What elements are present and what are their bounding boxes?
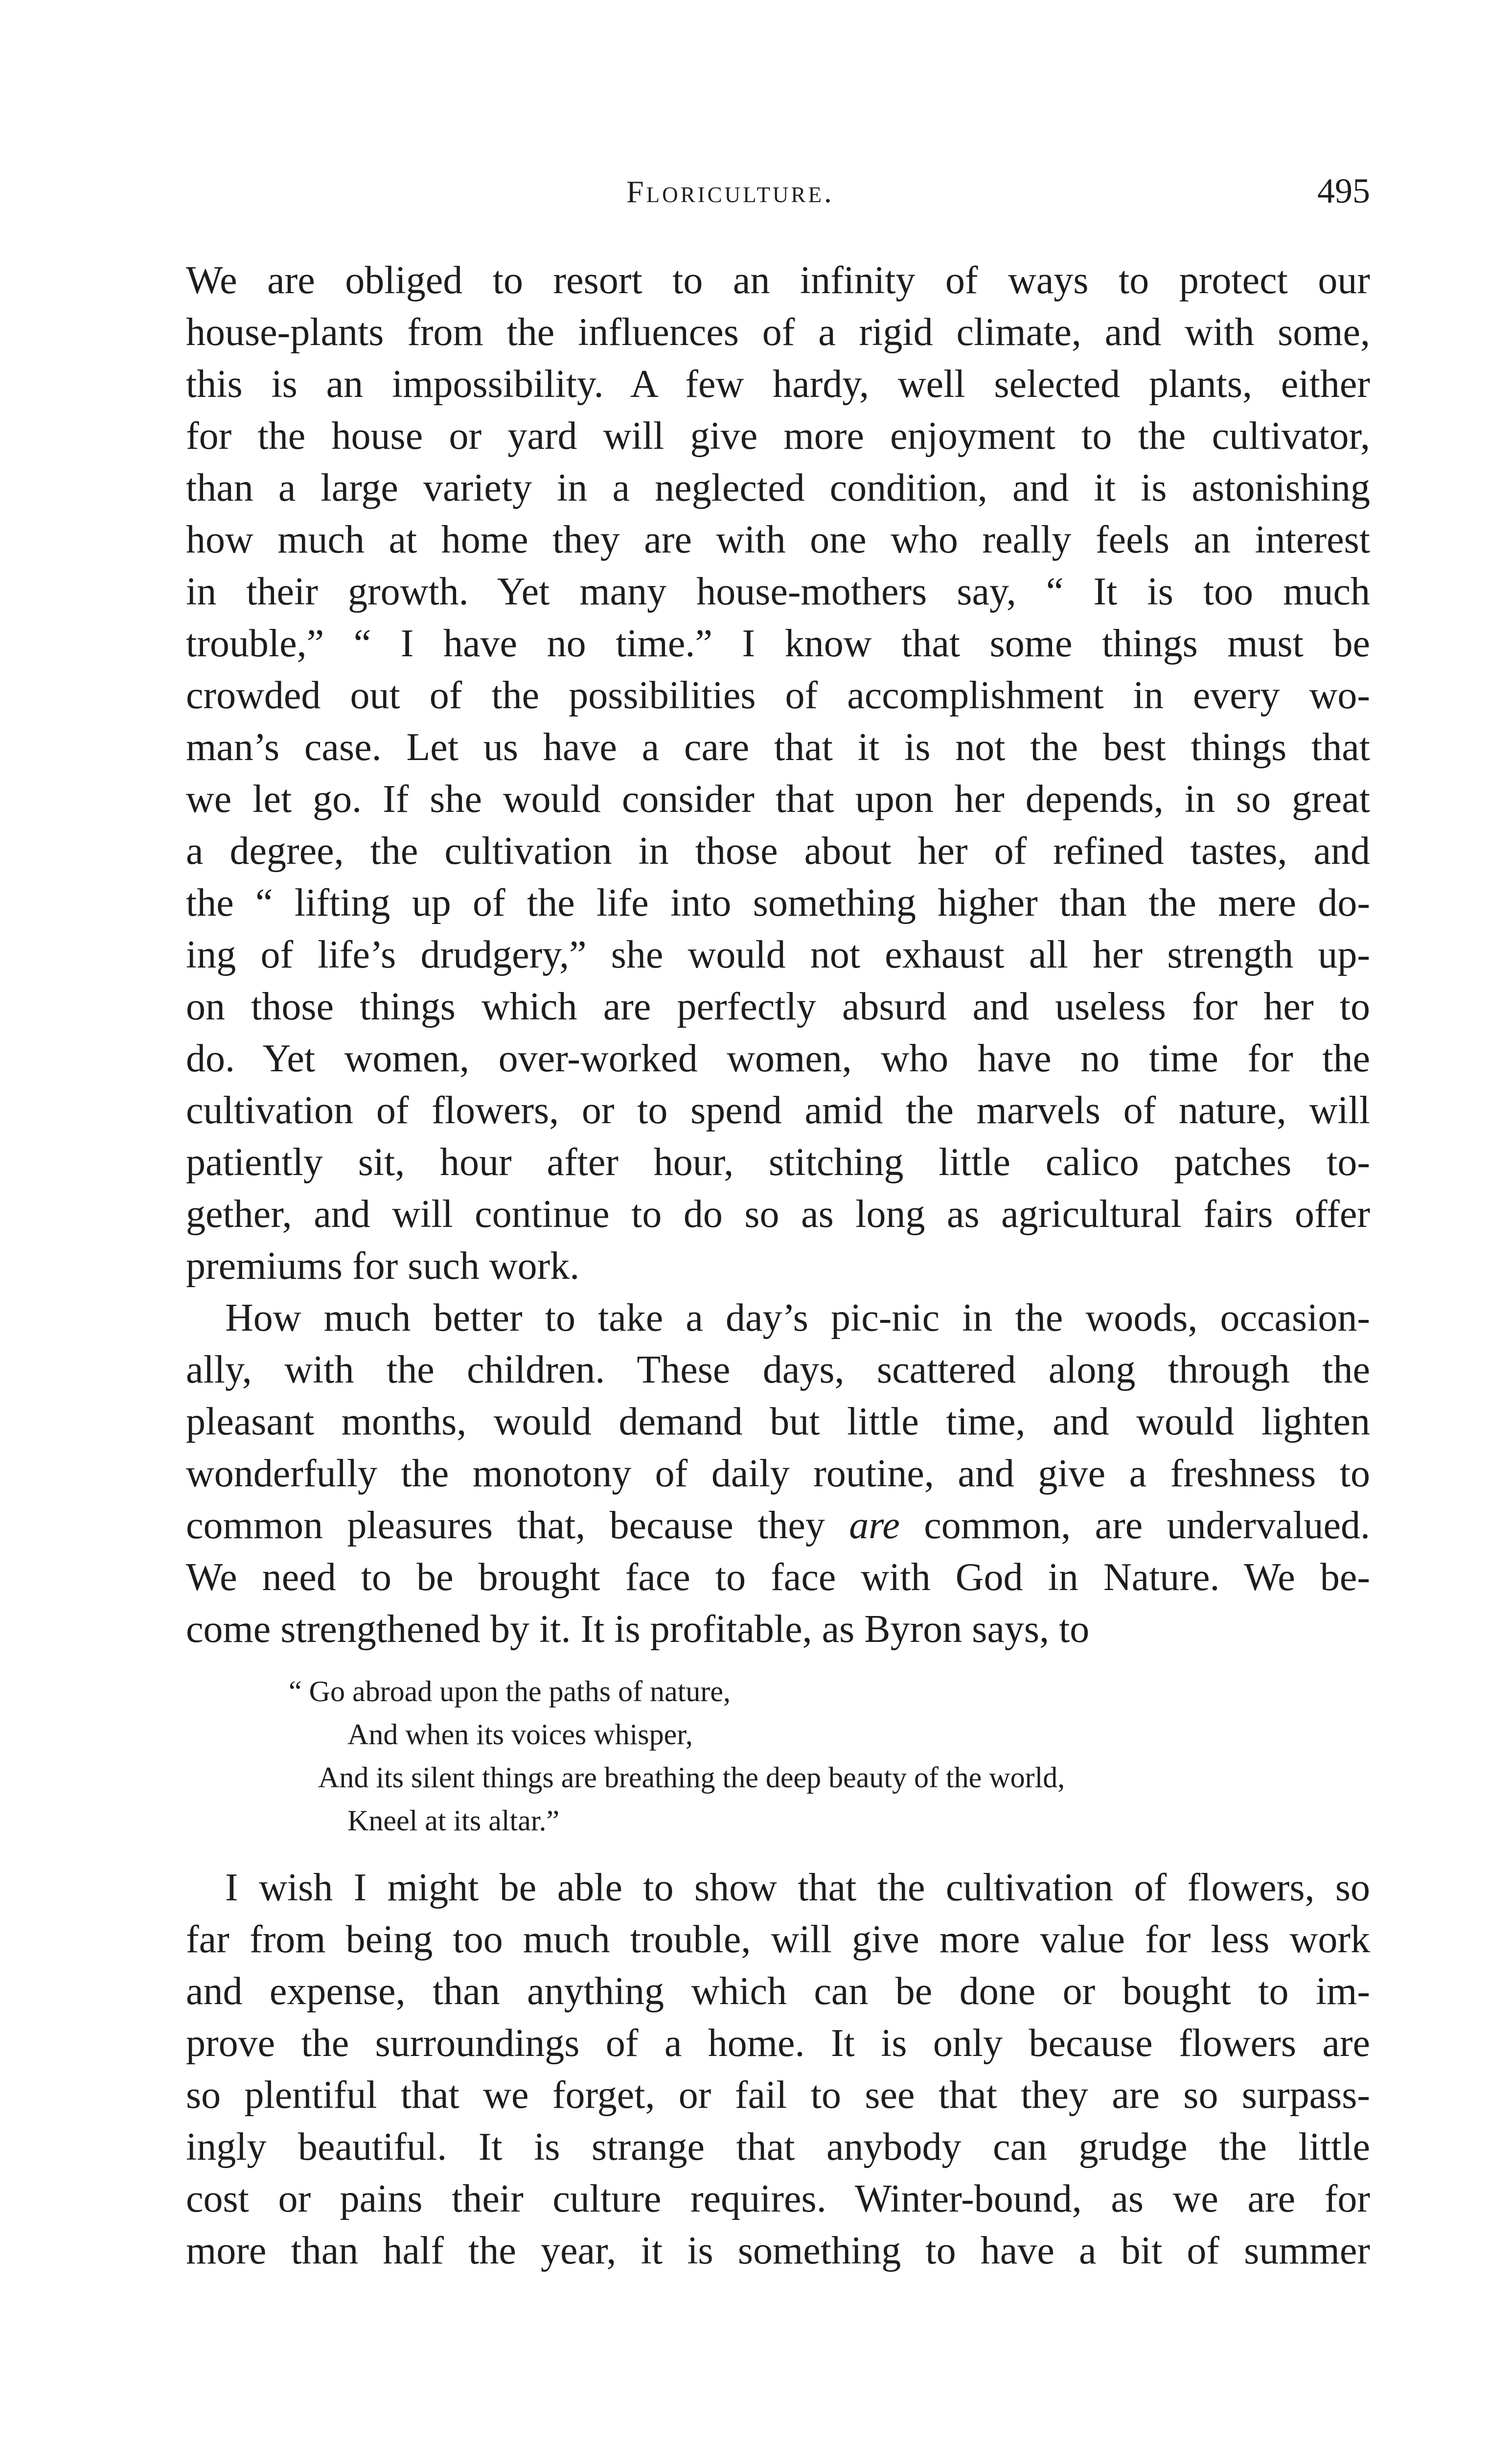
text-line: pleasant months, would demand but little time, and would lighten [186,1400,1370,1443]
text-line: house-plants from the influences of a rigid climate, and with some, [186,311,1370,354]
text-line: I wish I might be able to show that the cultivation of flowers, so [225,1866,1370,1909]
text-line: than a large variety in a neglected condition, and it is astonishing [186,466,1370,509]
text-line: cost or pains their culture requires. Winter-bound, as we are for [186,2177,1370,2220]
text-line: trouble,” “ I have no time.” I know that some things must be [186,622,1370,665]
text-line: prove the surroundings of a home. It is only because flowers are [186,2022,1370,2065]
text-line: man’s case. Let us have a care that it is not the best things that [186,726,1370,769]
text-line: a degree, the cultivation in those about her of refined tastes, and [186,830,1370,873]
text-line: cultivation of flowers, or to spend amid the marvels of nature, will [186,1089,1370,1132]
text-line: How much better to take a day’s pic-nic in the woods, occasion- [225,1296,1370,1339]
verse-line: “ Go abroad upon the paths of nature, [289,1675,731,1708]
text-line-with-emphasis [186,1500,1370,1551]
text-line: this is an impossibility. A few hardy, well selected plants, either [186,363,1370,406]
running-head: Floriculture. [626,174,834,209]
text-line: how much at home they are with one who really feels an interest [186,518,1370,561]
text-line: ing of life’s drudgery,” she would not exhaust all her strength up- [186,933,1370,976]
text-line: ally, with the children. These days, scattered along through the [186,1348,1370,1391]
text-line: and expense, than anything which can be done or bought to im- [186,1970,1370,2013]
text-line: do. Yet women, over-worked women, who have no time for the [186,1037,1370,1080]
text-line: crowded out of the possibilities of accomplishment in every wo- [186,674,1370,717]
verse-line: And when its voices whisper, [347,1718,693,1751]
text-line: come strengthened by it. It is profitable, as Byron says, to [186,1608,1090,1651]
text-line: gether, and will continue to do so as long as agricultural fairs offer [186,1193,1370,1236]
text-line: the “ lifting up of the life into something higher than the mere do- [186,881,1370,924]
text-line: ingly beautiful. It is strange that anybody can grudge the little [186,2125,1370,2169]
emphasized-word: are [849,1504,900,1547]
text-line: premiums for such work. [186,1245,580,1288]
paragraph-3 [186,1862,1370,2277]
text-line: for the house or yard will give more enjoyment to the cultivator, [186,415,1370,458]
verse-line: Kneel at its altar.” [347,1804,560,1837]
text-line: so plentiful that we forget, or fail to see that they are so surpass- [186,2074,1370,2117]
paragraph-1 [186,254,1370,1292]
text-segment: common pleasures that, because they [186,1504,849,1547]
text-line: on those things which are perfectly absurd and useless for her to [186,985,1370,1028]
page-number: 495 [1317,171,1370,210]
text-line: patiently sit, hour after hour, stitching little calico patches to- [186,1141,1370,1184]
text-segment: common, are undervalued. [899,1504,1370,1547]
text-line: more than half the year, it is something to have a bit of summer [186,2229,1370,2272]
page-header [186,171,1370,223]
paragraph-2 [186,1292,1370,1655]
text-line: wonderfully the monotony of daily routine, and give a freshness to [186,1452,1370,1495]
text-line: in their growth. Yet many house-mothers say, “ It is too much [186,570,1370,613]
text-line: We are obliged to resort to an infinity of ways to protect our [186,259,1370,302]
verse-line: And its silent things are breathing the deep beauty of the world, [318,1761,1065,1794]
text-line: far from being too much trouble, will give more value for less work [186,1918,1370,1961]
text-line: we let go. If she would consider that upon her depends, in so great [186,778,1370,821]
verse-quote [186,1670,1370,1842]
text-line: We need to be brought face to face with God in Nature. We be- [186,1556,1370,1599]
body-text [186,254,1370,2277]
